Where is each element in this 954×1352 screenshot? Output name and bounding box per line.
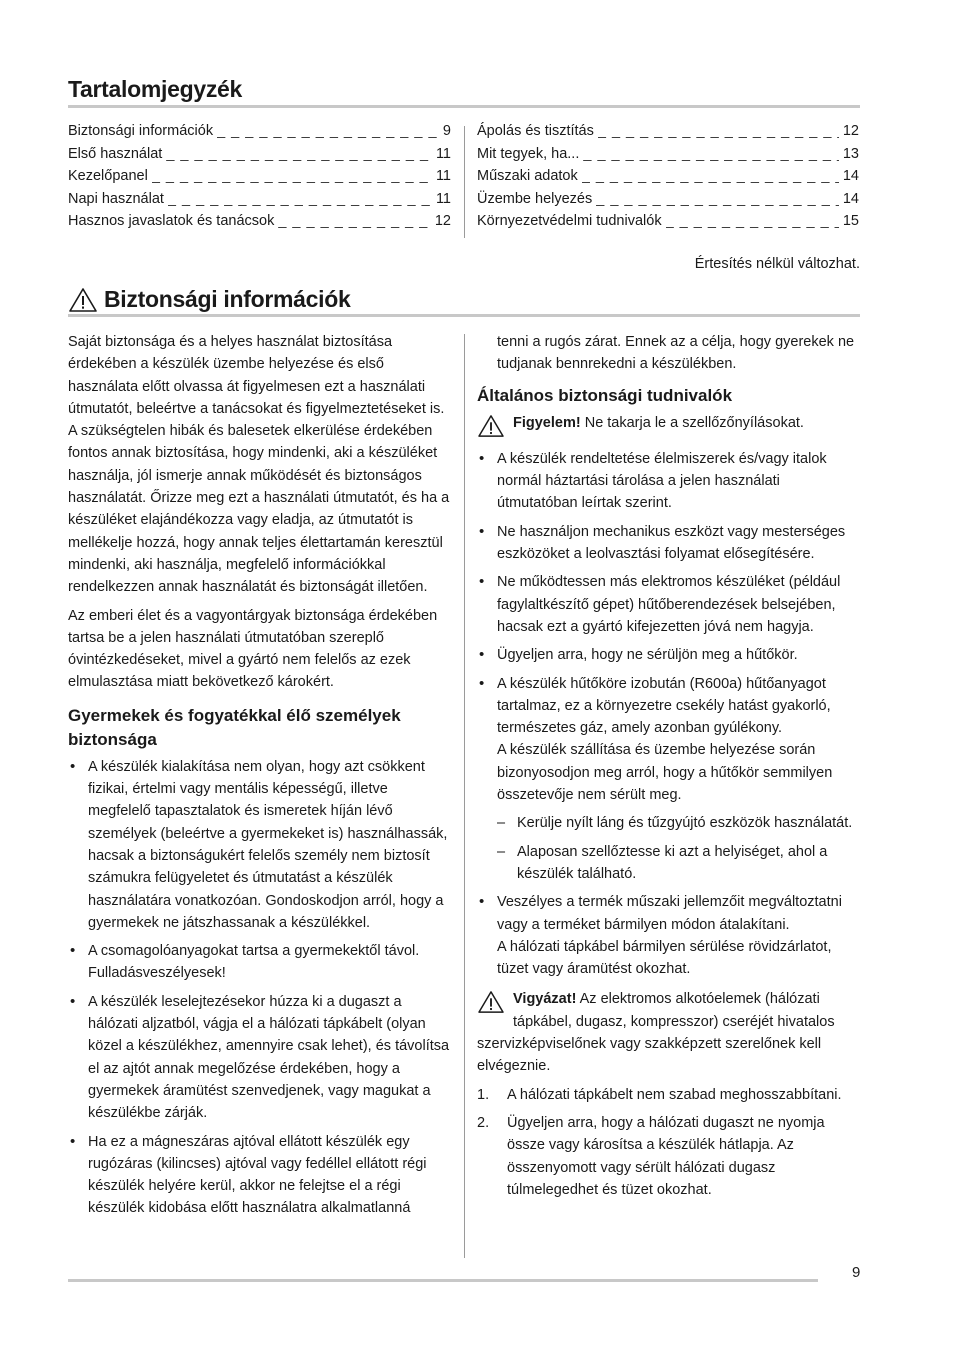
intro-paragraph: Saját biztonsága és a helyes használat biztosítása érdekében a készülék üzembe helyezése és első használata előtt olvassa át figyelmesen ezt a használati útmutatót, beleértve a tanácsokat és figyelmeztetéseket is. A szükségtelen hibák és balesetek elkerülése érdekében fontos annak biztosítása, hogy mindenki, aki a készüléket használja, jól ismerje annak működését és biztonságos használatát. Őrizze meg ezt a használati útmutatót, és ha a készüléket elajándékozza vagy eladja, az útmutatót is mellékelje hozzá, hogy annak teljes élettartamán keresztül mindenki, aki használja, megfelelő információkkal rendelkezzen annak használatát és biztonságát illetően. bbox=[68, 334, 450, 596]
safety-left-column bbox=[68, 331, 454, 1226]
toc-entry[interactable]: Ápolás és tisztítás _ _ _ 12 bbox=[477, 123, 859, 146]
warning-text: Ne takarja le a szellőzőnyílásokat. bbox=[580, 414, 804, 431]
toc-entry[interactable]: Környezetvédelmi tudnivalók _ _ _ 15 bbox=[477, 213, 859, 236]
page-number: 9 bbox=[852, 1264, 861, 1281]
caution-note bbox=[477, 988, 861, 1077]
list-item: • Ne használjon mechanikus eszközt vagy mesterséges eszközöket a leolvasztási folyamat elősegítésére. bbox=[477, 521, 861, 566]
refrigerant-text: A készülék hűtőköre izobután (R600a) hűtőanyagot tartalmaz, ez a környezetre csekély hatást gyakorló, természetes gáz, amely azonban gyúlékony. bbox=[497, 675, 831, 737]
warning-note bbox=[477, 412, 861, 434]
safety-header bbox=[68, 286, 350, 313]
safety-title-rule bbox=[68, 314, 860, 317]
toc-entry[interactable]: Napi használat _ _ _ 11 bbox=[68, 191, 451, 214]
continuation-text: tenni a rugós zárat. Ennek az a célja, hogy gyerekek ne tudjanak bennrekedni a készülékben. bbox=[497, 334, 855, 373]
toc-divider bbox=[464, 126, 465, 238]
toc-entry[interactable]: Üzembe helyezés _ _ _ 14 bbox=[477, 191, 859, 214]
safety-right-column bbox=[477, 331, 861, 1207]
list-item: • A készülék rendeltetése élelmiszerek és/vagy italok normál háztartási tárolása a jelen használati útmutatóban leírtak szerint. bbox=[477, 448, 861, 515]
general-heading: Általános biztonsági tudnivalók bbox=[477, 385, 733, 405]
toc-right-column bbox=[477, 123, 859, 236]
dash-marker: – bbox=[497, 815, 506, 832]
toc-title-rule bbox=[68, 105, 860, 108]
refrigerant-text-2: A készülék szállítása és üzembe helyezése során bizonyosodjon meg arról, hogy a hűtőkör semmilyen összetevője nem sérült meg. bbox=[497, 742, 833, 804]
list-item: • Ne működtessen más elektromos készüléket (például fagylaltkészítő gépet) hűtőberendezések belsejében, hacsak ezt a gyártó kifejezetten jóvá nem hagyja. bbox=[477, 571, 861, 638]
list-item bbox=[477, 891, 861, 980]
danger-text-2: A hálózati tápkábel bármilyen sérülése rövidzárlatot, tüzet vagy áramütést okozhat. bbox=[497, 938, 832, 978]
column-divider bbox=[464, 334, 465, 1258]
toc-left-column bbox=[68, 123, 451, 236]
list-item: 2. Ügyeljen arra, hogy a hálózati dugaszt ne nyomja össze vagy károsítsa a készülék hátlapja. Az összenyomott vagy sérült hálózati dugasz túlmelegedhet és tüzet okozhat. bbox=[477, 1114, 825, 1198]
precaution-list bbox=[477, 812, 861, 885]
warning-triangle-icon bbox=[68, 287, 98, 313]
danger-text: Veszélyes a termék műszaki jellemzőit megváltoztatni vagy a terméket bármilyen módon átalakítani. bbox=[497, 894, 842, 933]
children-heading: Gyermekek és fogyatékkal élő személyek biztonsága bbox=[68, 705, 401, 749]
list-item: – Kerülje nyílt láng és tűzgyújtó eszközök használatát. bbox=[477, 812, 861, 834]
caution-text: Az elektromos alkotóelemek (hálózati tápkábel, dugasz, kompresszor) cseréjét hivatalos szervizképviselőnek vagy szakképzett szerelőnek kell elvégeznie. bbox=[477, 991, 835, 1075]
toc-entry[interactable]: Műszaki adatok _ _ _ 14 bbox=[477, 168, 859, 191]
list-item: • A készülék kialakítása nem olyan, hogy azt csökkent fizikai, értelmi vagy mentális képességű, illetve megfelelő tapasztalatok és ismeretek híján lévő személyek (beleértve a gyermekeket is) használhassák, hacsak a biztonságukért felelős személy nem biztosít számukra felügyeletet és útmutatást a készülék használatára vonatkozóan. Gondoskodjon arról, hogy a gyermekek ne játszhassanak a készülékkel. bbox=[68, 756, 454, 934]
list-item: • Ha ez a mágneszáras ajtóval ellátott készülék egy rugózáras (kilincses) ajtóval vagy fedéllel ellátott régi készülék helyére kerül, akkor ne felejtse el a régi készülék kidobása előtt használatra alkalmatlanná bbox=[68, 1131, 454, 1220]
warning-triangle-icon bbox=[477, 990, 505, 1014]
list-item: • A készülék leselejtezésekor húzza ki a dugaszt a hálózati aljzatból, vágja el a hálózati tápkábelt (olyan közel a készülékhez, amennyire csak lehet), és távolítsa el az ajtót annak megelőzése érdekében, hogy a gyermekek áramütést szenvedjenek, vagy magukat a készülékbe zárják. bbox=[68, 991, 454, 1125]
toc-title: Tartalomjegyzék bbox=[68, 76, 243, 102]
general-list bbox=[477, 448, 861, 806]
list-item bbox=[477, 673, 861, 807]
list-item: • Ügyeljen arra, hogy ne sérüljön meg a hűtőkör. bbox=[477, 644, 861, 666]
toc-entry[interactable]: Biztonsági információk _ _ _ 9 bbox=[68, 123, 451, 146]
list-item: – Alaposan szellőztesse ki azt a helyiséget, ahol a készülék található. bbox=[477, 841, 861, 886]
change-notice: Értesítés nélkül változhat. bbox=[694, 256, 860, 272]
intro-paragraph: Az emberi élet és a vagyontárgyak biztonsága érdekében tartsa be a jelen használati útmutatóban szereplő óvintézkedéseket, mivel a gyártó nem felelős az ezek elmulasztása miatt bekövetkező károkért. bbox=[68, 607, 438, 691]
footer-rule bbox=[68, 1279, 818, 1282]
toc-entry[interactable]: Mit tegyek, ha... _ _ _ 13 bbox=[477, 146, 859, 169]
numbered-list bbox=[477, 1084, 861, 1201]
dash-marker: – bbox=[497, 843, 506, 860]
toc-entry[interactable]: Kezelőpanel _ _ _ 11 bbox=[68, 168, 451, 191]
list-item: • A csomagolóanyagokat tartsa a gyermekektől távol. Fulladásveszélyesek! bbox=[68, 940, 454, 985]
warning-triangle-icon bbox=[477, 414, 505, 438]
danger-list bbox=[477, 891, 861, 980]
safety-title: Biztonsági információk bbox=[104, 286, 351, 312]
caution-label: Vigyázat! bbox=[513, 991, 577, 1008]
toc-entry[interactable]: Első használat _ _ _ 11 bbox=[68, 146, 451, 169]
children-list bbox=[68, 756, 454, 1220]
toc-entry[interactable]: Hasznos javaslatok és tanácsok _ _ _ 12 bbox=[68, 213, 451, 236]
warning-label: Figyelem! bbox=[513, 414, 581, 431]
list-item: 1. A hálózati tápkábelt nem szabad meghosszabbítani. bbox=[477, 1086, 842, 1103]
